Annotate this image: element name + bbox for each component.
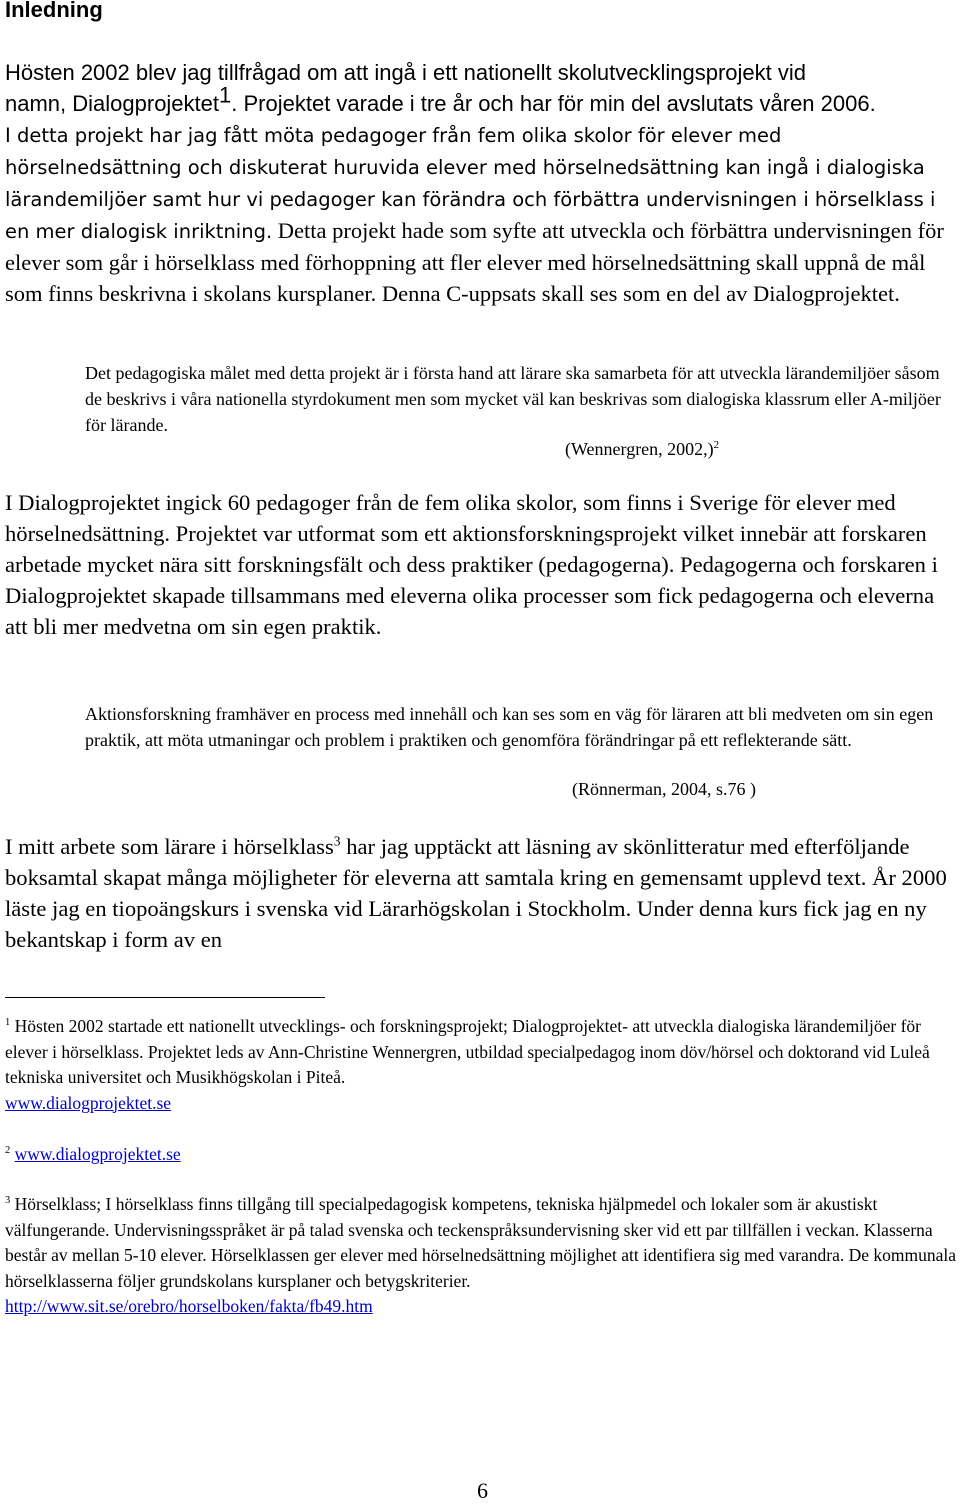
footnote-1 — [5, 1014, 960, 1116]
paragraph-3-b: har jag upptäckt att läsning av skönlitteratur med efterföljande boksamtal skapat många möjligheter för eleverna att samtala kring en gemensamt upplevd text. År 2000 läste jag en tiopoängskurs i svenska vid Lärarhögskolan i Stockholm. Under denna kurs fick jag en ny bekantskap i form av en — [5, 834, 947, 952]
footnote-3-link[interactable]: http://www.sit.se/orebro/horselboken/fakta/fb49.htm — [5, 1296, 373, 1316]
paragraph-3 — [5, 831, 955, 955]
footnote-ref-1[interactable]: 1 — [219, 82, 232, 108]
footnote-2 — [5, 1142, 960, 1168]
intro-line-2a: namn, Dialogprojektet — [5, 91, 220, 116]
footnote-1-link[interactable]: www.dialogprojektet.se — [5, 1092, 172, 1113]
footnote-3-text: Hörselklass; I hörselklass finns tillgång till specialpedagogisk kompetens, tekniska hjälpmedel och lokaler som är akustiskt välfungerande. Undervisningsspråket är på talad svenska och teckenspråksundervisning sker vid ett par tillfällen i veckan. Klasserna består av mellan 5-10 elever. Hörselklassen ger elever med hörselnedsättning möjlighet att identifiera sig med varandra. De kommunala hörselklasserna följer grundskolans kursplaner och betygskriterier. — [5, 1194, 956, 1291]
footnote-3-number: 3 — [5, 1195, 11, 1207]
quote-1-cite-text: (Wennergren, 2002,) — [565, 439, 714, 459]
quote-1-citation — [565, 436, 865, 462]
footnote-separator — [5, 997, 325, 998]
intro-paragraph — [5, 57, 955, 309]
intro-line-1: Hösten 2002 blev jag tillfrågad om att ingå i ett nationellt skolutvecklingsprojekt vid — [5, 60, 807, 85]
footnote-1-number: 1 — [5, 1017, 11, 1029]
section-heading: Inledning — [5, 0, 103, 22]
quote-2-citation: (Rönnerman, 2004, s.76 ) — [572, 779, 756, 799]
footnote-ref-3[interactable]: 3 — [333, 833, 341, 849]
paragraph-3-a: I mitt arbete som lärare i hörselklass — [5, 834, 334, 859]
intro-rest: I detta projekt har jag fått möta pedagoger från fem olika skolor för elever med hörselnedsättning och diskuterat huruvida elever med hörselnedsättning kan ingå i dialogiska lärandemiljöer samt hur vi pedagoger kan förändra och förbättra undervisningen i hörselklass i en mer dialogisk inriktning. — [5, 124, 936, 243]
footnote-2-number: 2 — [5, 1145, 11, 1157]
footnote-2-link[interactable]: www.dialogprojektet.se — [14, 1144, 181, 1164]
footnote-3 — [5, 1192, 960, 1320]
page-number: 6 — [477, 1478, 488, 1503]
intro-line-2b: . Projektet varade i tre år och har för min del avslutats våren 2006. — [231, 91, 876, 116]
footnote-1-text: Hösten 2002 startade ett nationellt utvecklings- och forskningsprojekt; Dialogprojektet- att utveckla dialogiska lärandemiljöer för elever i hörselklass. Projektet leds av Ann-Christine Wennergren, utbildad specialpedagog inom döv/hörsel och doktorand vid Luleå tekniska universitet och Musikhögskolan i Piteå. — [5, 1016, 930, 1087]
intro-serif-part: Detta projekt hade som syfte att utveckla och förbättra undervisningen för elever som går i hörselklass med förhoppning att fler elever med hörselnedsättning skall uppnå de mål som finns beskrivna i skolans kursplaner. Denna C-uppsats skall ses som en del av Dialogprojektet. — [5, 218, 944, 306]
footnote-ref-2[interactable]: 2 — [713, 439, 720, 451]
paragraph-2: I Dialogprojektet ingick 60 pedagoger från de fem olika skolor, som finns i Sverige för elever med hörselnedsättning. Projektet var utformat som ett aktionsforskningsprojekt vilket innebär att forskaren arbetade mycket nära sitt forskningsfält och dess praktiker (pedagogerna). Pedagogerna och forskaren i Dialogprojektet skapade tillsammans med eleverna olika processer som fick pedagogerna och eleverna att bli mer medvetna om sin egen praktik. — [5, 490, 938, 639]
block-quote-2: Aktionsforskning framhäver en process med innehåll och kan ses som en väg för läraren att bli medveten om sin egen praktik, att möta utmaningar och problem i praktiken och genomföra förändringar på ett reflekterande sätt. — [85, 704, 934, 750]
block-quote-1: Det pedagogiska målet med detta projekt är i första hand att lärare ska samarbeta för att utveckla lärandemiljöer såsom de beskrivs i våra nationella styrdokument men som mycket väl kan beskrivas som dialogiska klassrum eller A-miljöer för lärande. — [85, 363, 941, 435]
